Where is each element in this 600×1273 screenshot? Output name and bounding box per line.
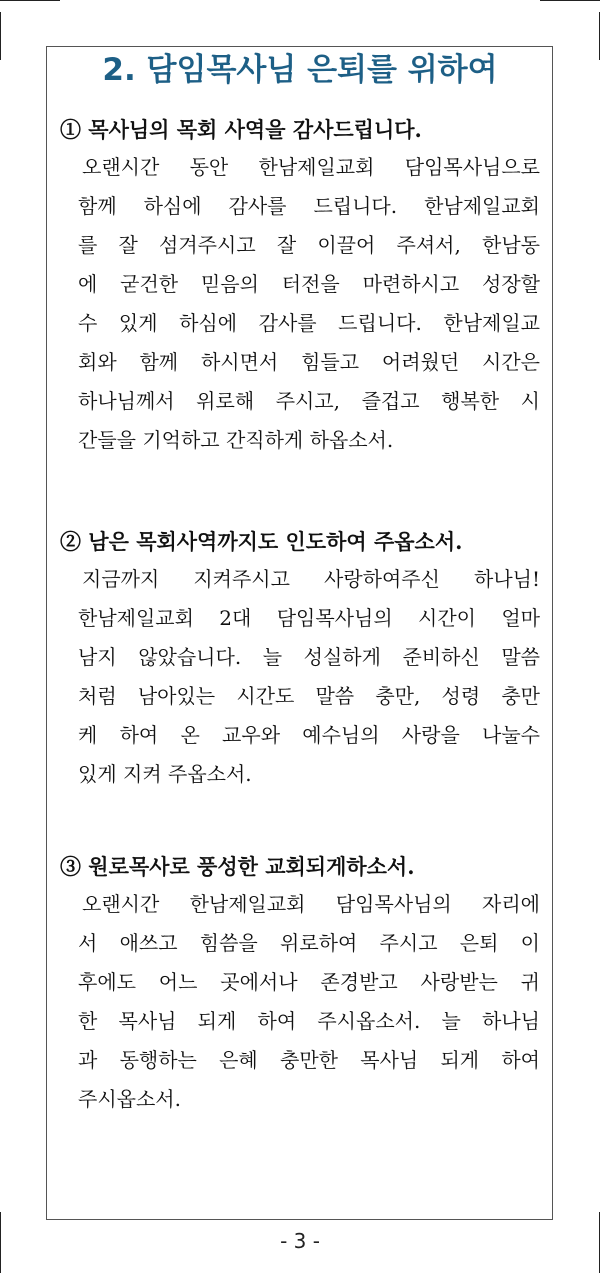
prayer-section-2: [60, 524, 540, 794]
section-heading: ① 목사님의 목회 사역을 감사드립니다.: [60, 117, 422, 142]
body-line: 후에도 어느 곳에서나 존경받고 사랑받는 귀: [78, 970, 540, 994]
body-line: 서 애쓰고 힘씀을 위로하여 주시고 은퇴 이: [78, 931, 540, 955]
prayer-section-3: [60, 849, 540, 1119]
body-line: 한남제일교회 2대 담임목사님의 시간이 얼마: [78, 606, 540, 630]
body-line: 하나님께서 위로해 주시고, 즐겁고 행복한 시: [78, 389, 540, 413]
body-line: 함께 하심에 감사를 드립니다. 한남제일교회: [78, 194, 540, 218]
body-line: 한 목사님 되게 하여 주시옵소서. 늘 하나님: [78, 1009, 540, 1033]
body-line: 주시옵소서.: [78, 1087, 181, 1111]
body-line: 과 동행하는 은혜 충만한 목사님 되게 하여: [78, 1048, 540, 1072]
body-line: 간들을 기억하고 간직하게 하옵소서.: [78, 428, 394, 452]
section-heading: ② 남은 목회사역까지도 인도하여 주옵소서.: [60, 529, 463, 554]
prayer-section-1: [60, 112, 540, 460]
page-number: - 3 -: [280, 1229, 320, 1253]
body-line: 회와 함께 하시면서 힘들고 어려웠던 시간은: [78, 350, 540, 374]
body-line: 를 잘 섬겨주시고 잘 이끌어 주셔서, 한남동: [78, 233, 540, 257]
body-line: 에 굳건한 믿음의 터전을 마련하시고 성장할: [78, 272, 540, 296]
body-line: 지금까지 지켜주시고 사랑하여주신 하나님!: [82, 567, 540, 591]
body-line: 오랜시간 한남제일교회 담임목사님의 자리에: [82, 892, 540, 916]
body-line: 처럼 남아있는 시간도 말씀 충만, 성령 충만: [78, 684, 540, 708]
body-line: 있게 지켜 주옵소서.: [78, 762, 252, 786]
body-line: 수 있게 하심에 감사를 드립니다. 한남제일교: [78, 311, 540, 335]
page-title: 2. 담임목사님 은퇴를 위하여: [102, 52, 498, 88]
section-heading: ③ 원로목사로 풍성한 교회되게하소서.: [60, 854, 415, 879]
body-line: 오랜시간 동안 한남제일교회 담임목사님으로: [82, 155, 540, 179]
body-line: 남지 않았습니다. 늘 성실하게 준비하신 말씀: [78, 645, 540, 669]
crop-mark-top-right: [540, 0, 600, 1]
body-line: 케 하여 온 교우와 예수님의 사랑을 나눌수: [78, 723, 540, 747]
crop-mark-top-left: [0, 0, 60, 1]
